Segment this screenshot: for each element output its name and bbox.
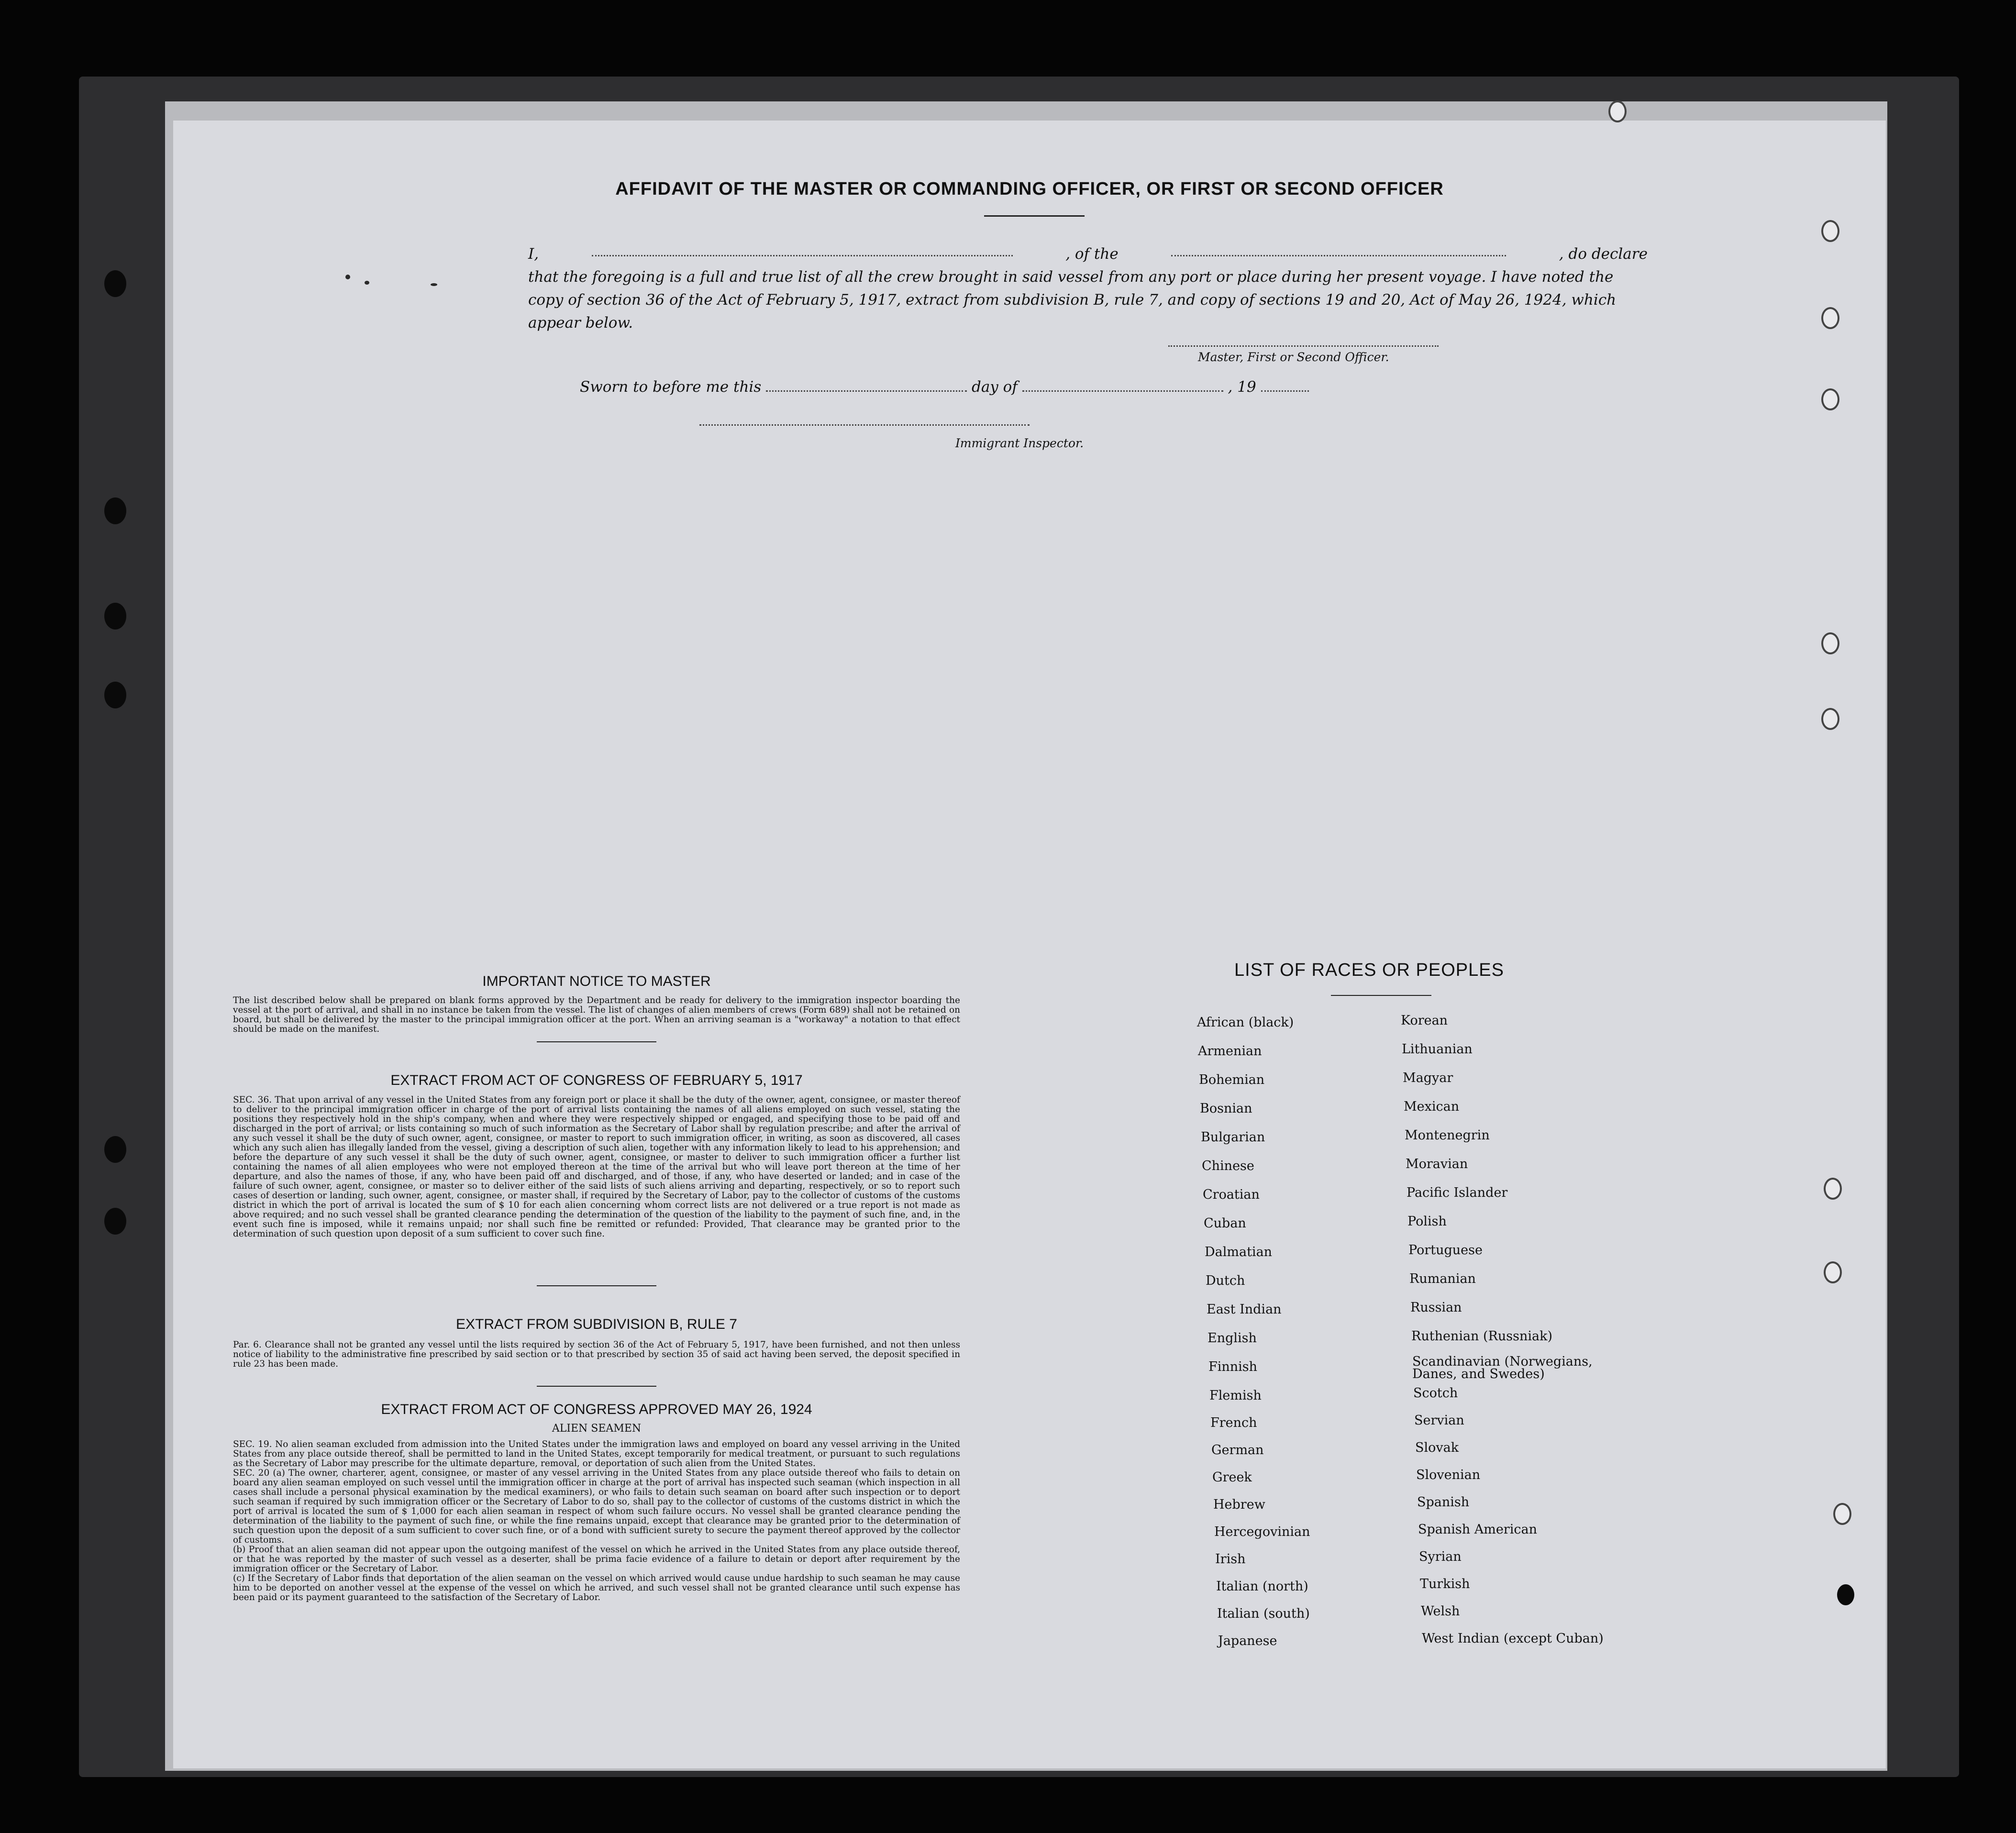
binder-hole	[104, 497, 126, 524]
sec20c-text: (c) If the Secretary of Labor finds that deportation of the alien seaman on the vessel on which arrived would cause undue hardship to such seaman he may cause him to be deported on another vessel at the expense of the vessel on which he arrived, and such vessel shall not be granted clearance until such expense has been paid or its payment guaranteed to the satisfaction of the Secretary of Labor.	[233, 1573, 960, 1602]
race-left: Flemish	[1209, 1388, 1262, 1403]
race-left: Italian (south)	[1217, 1606, 1310, 1621]
race-left: Armenian	[1198, 1044, 1262, 1059]
binder-hole	[104, 682, 126, 708]
sec20a-text: SEC. 20 (a) The owner, charterer, agent, consignee, or master of any vessel arriving in the United States from any place outside thereof who fails to detain on board any alien seaman employed on such vessel until the immigration officer in charge at the port of arrival has inspected such seaman (which inspection in all cases shall include a personal physical examination by the medical examiners), or who fails to detain such seaman on board after such inspection or to deport such seaman if required by such immigration officer or the Secretary of Labor to do so, shall pay to the collector of customs of the customs district in which the port of arrival is located the sum of $ 1,000 for each alien seaman in respect of whom such failure occurs. No vessel shall be granted clearance pending the determination of the liability to the payment of such fine, or while the fine remains unpaid, except that clearance may be granted prior to the determination of such question upon the deposit of a sum sufficient to cover such fine, or of a bond with sufficient surety to secure the payment thereof approved by the collector of customs.	[233, 1468, 960, 1545]
race-left: German	[1211, 1443, 1264, 1458]
punch-hole	[1833, 1503, 1851, 1525]
race-left: Bohemian	[1199, 1072, 1265, 1087]
name-blank[interactable]	[592, 243, 1013, 256]
inspector-signature-line[interactable]	[699, 424, 1030, 426]
year-blank[interactable]	[1261, 378, 1309, 392]
race-right: Montenegrin	[1405, 1128, 1490, 1143]
title-divider	[984, 215, 1085, 217]
extract-rule7-text: Par. 6. Clearance shall not be granted any vessel until the lists required by section 36 of the Act of February 5, 1917, have been furnished, and not then unless notice of liability to the administrative fine prescribed by said section or to that prescribed by section 35 of said act having been served, the deposit specified in rule 23 has been made.	[233, 1340, 960, 1369]
punch-hole	[1837, 1584, 1854, 1605]
punch-hole	[1821, 708, 1839, 730]
race-right: Moravian	[1406, 1157, 1468, 1171]
race-right: Magyar	[1403, 1071, 1453, 1085]
extract-1917-title: EXTRACT FROM ACT OF CONGRESS OF FEBRUARY 5, 1917	[390, 1072, 803, 1088]
race-right: Portuguese	[1408, 1243, 1483, 1258]
race-left: French	[1210, 1415, 1257, 1430]
race-right: Polish	[1407, 1214, 1447, 1229]
sworn-label: Sworn to before me this	[580, 378, 762, 396]
race-right: Turkish	[1420, 1577, 1470, 1591]
master-caption: Master, First or Second Officer.	[1198, 350, 1389, 364]
sec20b-text: (b) Proof that an alien seaman did not appear upon the outgoing manifest of the vessel on which he arrived in the United States from any place outside thereof, or that he was reported by the master of such vessel as a deserter, shall be prima facie evidence of a failure to detain or deport after requirement by the immigration officer or the Secretary of Labor.	[233, 1545, 960, 1574]
punch-hole	[1821, 632, 1839, 654]
race-left: Chinese	[1202, 1159, 1254, 1173]
punch-hole	[1821, 307, 1839, 329]
race-right: Syrian	[1419, 1549, 1462, 1564]
race-right: Russian	[1410, 1300, 1462, 1315]
extract-1917-divider	[537, 1285, 656, 1286]
crew-list-page	[173, 121, 1886, 1768]
extract-1917-text: SEC. 36. That upon arrival of any vessel in the United States from any foreign port or place it shall be the duty of the owner, agent, consignee, or master thereof to deliver to the principal immigration officer in charge of the port of arrival lists containing the names of all aliens employed on such vessel, stating the positions they respectively hold in the ship's company, when and where they were respectively shipped or engaged, and specifying those to be paid off and discharged in the port of arrival; or lists containing so much of such information as the Secretary of Labor shall by regulation prescribe; and after the arrival of any such vessel it shall be the duty of such owner, agent, consignee, or master to report to such immigration officer, in writing, as soon as discovered, all cases which any such alien has illegally landed from the vessel, giving a description of such alien, together with any information likely to lead to his apprehension; and before the departure of any such vessel it shall be the duty of such owner, agent, consignee, or master to deliver to such immigration officer a further list containing the names of all alien employees who were not employed thereon at the time of the arrival but who will leave port thereon at the time of her departure, and also the names of those, if any, who have been paid off and discharged, and of those, if any, who have deserted or landed; and in case of the failure of such owner, agent, consignee, or master so to deliver either of the said lists of such aliens arriving and departing, respectively, or so to report such cases of desertion or landing, such owner, agent, consignee, or master shall, if required by the Secretary of Labor, pay to the collector of customs of the customs district in which the port of arrival is located the sum of $ 10 for each alien concerning whom correct lists are not delivered or a true report is not made as above required; and no such vessel shall be granted clearance pending the determination of the question of the liability to the payment of such fine, and, in the event such fine is imposed, while it remains unpaid; nor shall such fine be remitted or refunded: Provided, That clearance may be granted prior to the determination of such question upon deposit of a sum sufficient to cover such fine.	[233, 1095, 960, 1239]
race-left: Cuban	[1204, 1216, 1246, 1231]
race-right: Spanish	[1417, 1495, 1470, 1510]
master-signature-line[interactable]	[1168, 345, 1439, 347]
ink-mark	[365, 281, 369, 285]
punch-hole	[1824, 1178, 1842, 1200]
races-title: LIST OF RACES OR PEOPLES	[1234, 960, 1504, 980]
affidavit-title: AFFIDAVIT OF THE MASTER OR COMMANDING OFFICER, OR FIRST OR SECOND OFFICER	[615, 179, 1444, 199]
declaration-first-line	[528, 243, 1648, 265]
race-left: Japanese	[1218, 1634, 1277, 1648]
extract-rule7-divider	[537, 1386, 656, 1387]
race-left: English	[1207, 1331, 1257, 1346]
race-right: Scotch	[1413, 1386, 1458, 1401]
race-right: Servian	[1414, 1413, 1464, 1428]
race-left: Italian (north)	[1216, 1579, 1308, 1594]
race-right: Pacific Islander	[1407, 1185, 1508, 1200]
vessel-blank[interactable]	[1171, 243, 1506, 256]
race-right: Korean	[1401, 1013, 1448, 1028]
year-label: , 19	[1228, 378, 1256, 396]
extract-1924-text	[233, 1440, 960, 1602]
race-left: East Indian	[1207, 1302, 1282, 1317]
notice-text: The list described below shall be prepared on blank forms approved by the Department and be ready for delivery to the immigration inspector boarding the vessel at the port of arrival, and shall in no instance be taken from the vessel. The list of changes of alien members of crews (Form 689) shall not be retained on board, but shall be delivered by the master to the principal immigration officer at the port. When an arriving seaman is a "workaway" a notation to that effect should be made on the manifest.	[233, 995, 960, 1034]
punch-hole	[1821, 220, 1839, 242]
race-left: Irish	[1215, 1552, 1246, 1567]
binder-hole	[104, 1136, 126, 1163]
sworn-line	[580, 378, 1309, 396]
race-right: Scandinavian (Norwegians, Danes, and Swedes)	[1412, 1354, 1593, 1381]
i-label: I,	[528, 245, 539, 263]
notice-title: IMPORTANT NOTICE TO MASTER	[482, 973, 711, 989]
punch-hole	[1608, 100, 1627, 122]
race-left: Croatian	[1203, 1187, 1260, 1202]
race-left: Dutch	[1206, 1273, 1245, 1288]
ink-mark	[431, 283, 437, 286]
month-blank[interactable]	[1022, 378, 1223, 392]
sec19-text: SEC. 19. No alien seaman excluded from admission into the United States under the immigration laws and employed on board any vessel arriving in the United States from any place outside thereof, shall be permitted to land in the United States, except temporarily for medical treatment, or pursuant to such regulations as the Secretary of Labor may prescribe for the ultimate departure, removal, or deportation of such alien from the United States.	[233, 1439, 960, 1469]
races-divider	[1331, 995, 1431, 996]
extract-rule7-title: EXTRACT FROM SUBDIVISION B, RULE 7	[456, 1316, 737, 1332]
punch-hole	[1821, 388, 1839, 410]
inspector-caption: Immigrant Inspector.	[955, 436, 1084, 450]
race-left: Finnish	[1208, 1359, 1258, 1374]
day-of-label: day of	[971, 378, 1018, 396]
race-right: Mexican	[1404, 1099, 1460, 1114]
punch-hole	[1824, 1261, 1842, 1283]
race-right: Slovenian	[1416, 1468, 1481, 1482]
of-the-label: , of the	[1065, 245, 1119, 263]
declaration	[528, 243, 1648, 334]
ink-mark	[345, 275, 350, 279]
extract-1924-subtitle: ALIEN SEAMEN	[552, 1423, 642, 1435]
do-declare-label: , do declare	[1559, 245, 1648, 263]
race-left: Bulgarian	[1201, 1130, 1265, 1145]
race-left: Bosnian	[1200, 1101, 1252, 1116]
binder-hole	[104, 1208, 126, 1235]
race-right: Lithuanian	[1402, 1042, 1473, 1057]
day-blank[interactable]	[766, 378, 967, 392]
race-right: Ruthenian (Russniak)	[1411, 1329, 1553, 1344]
race-left: Greek	[1212, 1470, 1252, 1485]
race-left: Dalmatian	[1205, 1245, 1273, 1259]
race-right: Welsh	[1421, 1604, 1460, 1619]
race-left: Hercegovinian	[1214, 1524, 1310, 1539]
race-right: Slovak	[1415, 1440, 1459, 1455]
race-right: West Indian (except Cuban)	[1422, 1631, 1604, 1646]
declaration-body: that the foregoing is a full and true list of all the crew brought in said vessel from any port or place during her present voyage. I have noted the copy of section 36 of the Act of February 5, 1917, extract from subdivision B, rule 7, and copy of sections 19 and 20, Act of May 26, 1924, which appear below.	[528, 268, 1617, 331]
race-left: African (black)	[1197, 1015, 1294, 1030]
binder-hole	[104, 270, 126, 297]
notice-divider	[537, 1041, 656, 1042]
race-left: Hebrew	[1213, 1497, 1265, 1512]
binder-hole	[104, 603, 126, 629]
race-right: Rumanian	[1409, 1271, 1476, 1286]
race-right: Spanish American	[1418, 1522, 1537, 1537]
extract-1924-title: EXTRACT FROM ACT OF CONGRESS APPROVED MAY 26, 1924	[381, 1402, 812, 1417]
